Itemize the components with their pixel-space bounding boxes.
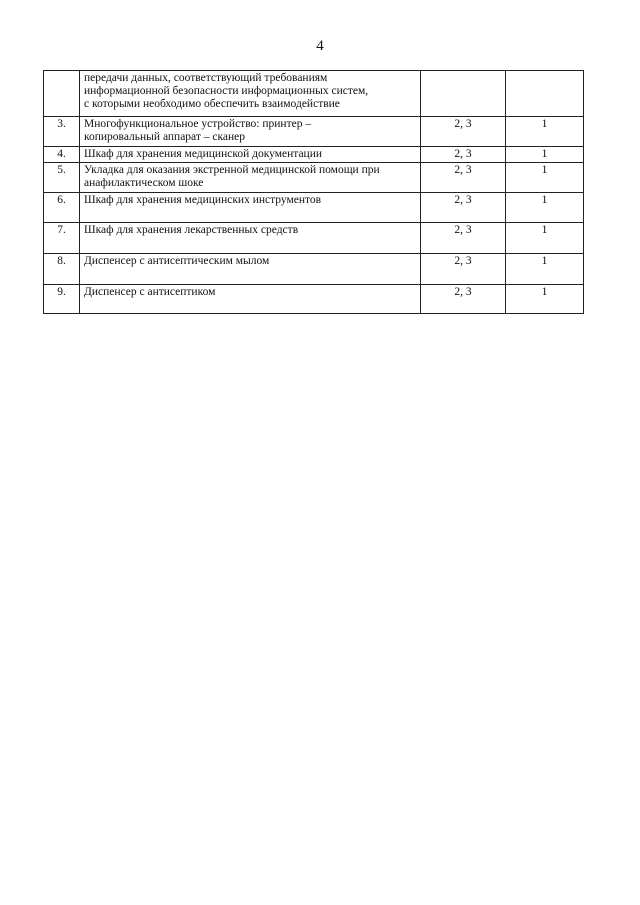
- row-requirements-cell: [421, 71, 506, 117]
- page-number: 4: [316, 38, 324, 54]
- table-row: [44, 117, 584, 147]
- row-requirements-cell: 2, 3: [421, 147, 506, 163]
- equipment-table: [43, 70, 584, 314]
- row-name-cell: [80, 285, 421, 314]
- table-row: [44, 223, 584, 254]
- row-name-line: информационной безопасности информационных систем,: [84, 85, 369, 97]
- row-number-cell: 5.: [44, 163, 80, 193]
- row-name-line: Шкаф для хранения медицинской документации: [84, 148, 323, 160]
- row-quantity-cell: 1: [506, 163, 584, 193]
- table-row: [44, 147, 584, 163]
- row-requirements-cell: 2, 3: [421, 223, 506, 254]
- row-name-cell: [80, 223, 421, 254]
- table-row: [44, 254, 584, 285]
- row-quantity-cell: [506, 71, 584, 117]
- row-name-line: Диспенсер с антисептическим мылом: [84, 255, 270, 267]
- row-name-line: Диспенсер с антисептиком: [84, 286, 216, 298]
- row-name-line: с которыми необходимо обеспечить взаимодействие: [84, 98, 340, 110]
- row-quantity-cell: 1: [506, 193, 584, 223]
- row-name-line: Шкаф для хранения лекарственных средств: [84, 224, 299, 236]
- row-requirements-cell: 2, 3: [421, 193, 506, 223]
- row-requirements-cell: 2, 3: [421, 285, 506, 314]
- row-requirements-cell: 2, 3: [421, 254, 506, 285]
- row-number-cell: 9.: [44, 285, 80, 314]
- row-name-cell: [80, 147, 421, 163]
- row-name-cell: [80, 193, 421, 223]
- table-row: [44, 193, 584, 223]
- row-name-line: Шкаф для хранения медицинских инструментов: [84, 194, 322, 206]
- row-number-cell: 3.: [44, 117, 80, 147]
- row-name-line: копировальный аппарат – сканер: [84, 131, 246, 143]
- row-quantity-cell: 1: [506, 117, 584, 147]
- row-quantity-cell: 1: [506, 285, 584, 314]
- row-name-line: анафилактическом шоке: [84, 177, 204, 189]
- row-name-line: Многофункциональное устройство: принтер –: [84, 118, 312, 130]
- row-name-cell: [80, 163, 421, 193]
- table-row: [44, 163, 584, 193]
- row-quantity-cell: 1: [506, 254, 584, 285]
- table-row: [44, 71, 584, 117]
- row-requirements-cell: 2, 3: [421, 163, 506, 193]
- row-name-line: передачи данных, соответствующий требованиям: [84, 72, 328, 84]
- row-number-cell: 4.: [44, 147, 80, 163]
- row-number-cell: [44, 71, 80, 117]
- row-name-cell: [80, 254, 421, 285]
- row-number-cell: 6.: [44, 193, 80, 223]
- row-requirements-cell: 2, 3: [421, 117, 506, 147]
- row-name-cell: [80, 117, 421, 147]
- row-quantity-cell: 1: [506, 147, 584, 163]
- row-number-cell: 7.: [44, 223, 80, 254]
- row-quantity-cell: 1: [506, 223, 584, 254]
- row-name-cell: [80, 71, 421, 117]
- row-name-line: Укладка для оказания экстренной медицинской помощи при: [84, 164, 380, 176]
- row-number-cell: 8.: [44, 254, 80, 285]
- table-row: [44, 285, 584, 314]
